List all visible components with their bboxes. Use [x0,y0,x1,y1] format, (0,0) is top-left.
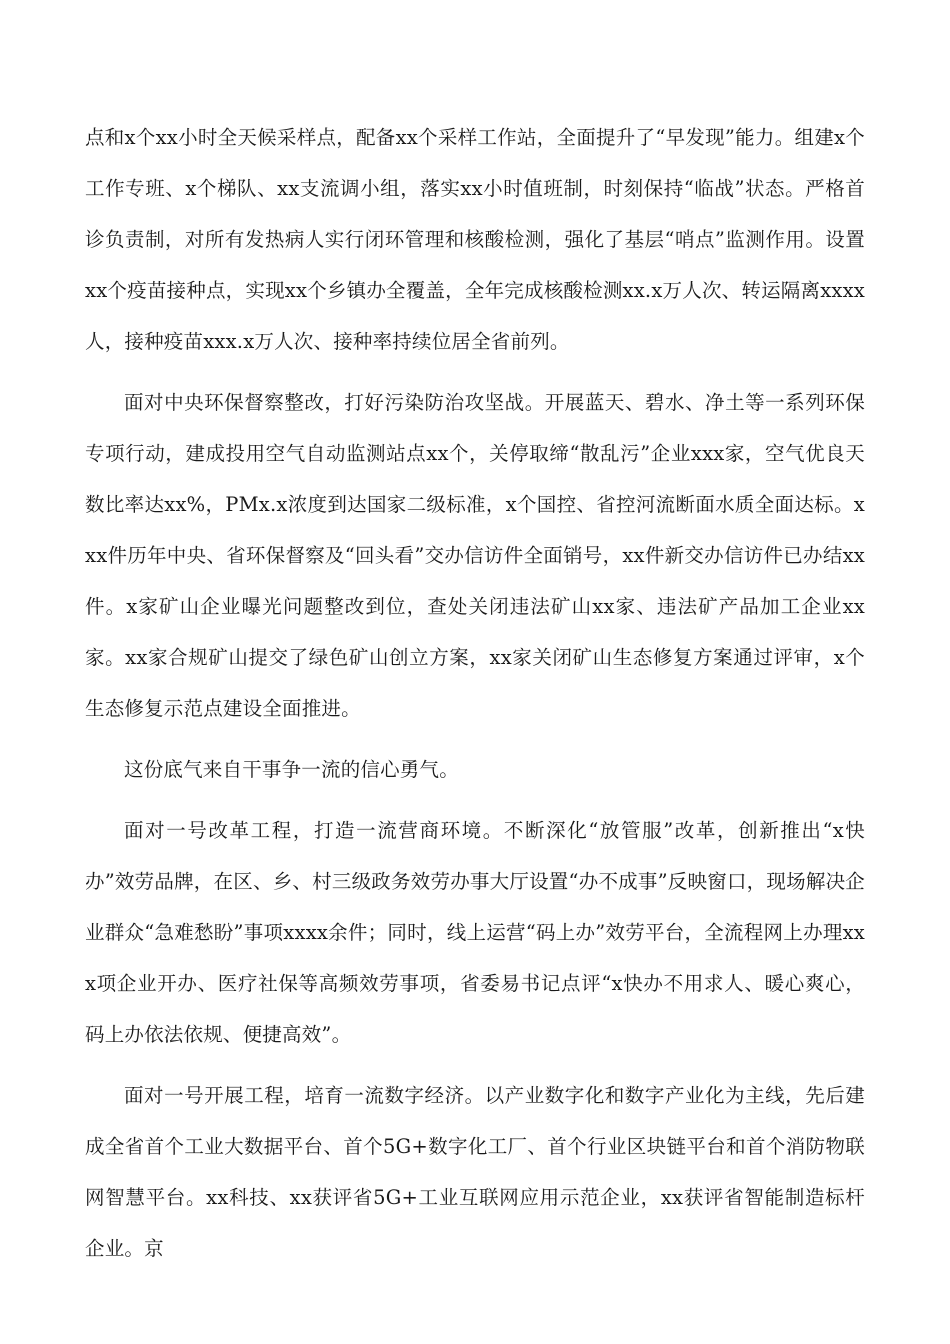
paragraph: 面对一号开展工程，培育一流数字经济。以产业数字化和数字产业化为主线，先后建成全省首个工业大数据平台、首个5G+数字化工厂、首个行业区块链平台和首个消防物联网智慧平台。xx科技、xx获评省5G+工业互联网应用示范企业，xx获评省智能制造标杆企业。京 [85,1084,865,1260]
paragraph: 点和x个xx小时全天候采样点，配备xx个采样工作站，全面提升了“早发现”能力。组建x个工作专班、x个梯队、xx支流调小组，落实xx小时值班制，时刻保持“临战”状态。严格首诊负责制，对所有发热病人实行闭环管理和核酸检测，强化了基层“哨点”监测作用。设置xx个疫苗接种点，实现xx个乡镇办全覆盖，全年完成核酸检测xx.x万人次、转运隔离xxxx人，接种疫苗xxx.x万人次、接种率持续位居全省前列。 [85,126,865,353]
paragraph: 面对中央环保督察整改，打好污染防治攻坚战。开展蓝天、碧水、净土等一系列环保专项行动，建成投用空气自动监测站点xx个，关停取缔“散乱污”企业xxx家，空气优良天数比率达xx%，PMx.x浓度到达国家二级标准，x个国控、省控河流断面水质全面达标。xxx件历年中央、省环保督察及“回头看”交办信访件全面销号，xx件新交办信访件已办结xx件。x家矿山企业曝光问题整改到位，查处关闭违法矿山xx家、违法矿产品加工企业xx家。xx家合规矿山提交了绿色矿山创立方案，xx家关闭矿山生态修复方案通过评审，x个生态修复示范点建设全面推进。 [85,391,865,720]
paragraph: 这份底气来自干事争一流的信心勇气。 [124,758,459,781]
paragraph: 面对一号改革工程，打造一流营商环境。不断深化“放管服”改革，创新推出“x快办”效劳品牌，在区、乡、村三级政务效劳办事大厅设置“办不成事”反映窗口，现场解决企业群众“急难愁盼”事项xxxx余件；同时，线上运营“码上办”效劳平台，全流程网上办理xxx项企业开办、医疗社保等高频效劳事项，省委易书记点评“x快办不用求人、暖心爽心，码上办依法依规、便捷高效”。 [85,819,865,1046]
document-body [85,112,865,1274]
